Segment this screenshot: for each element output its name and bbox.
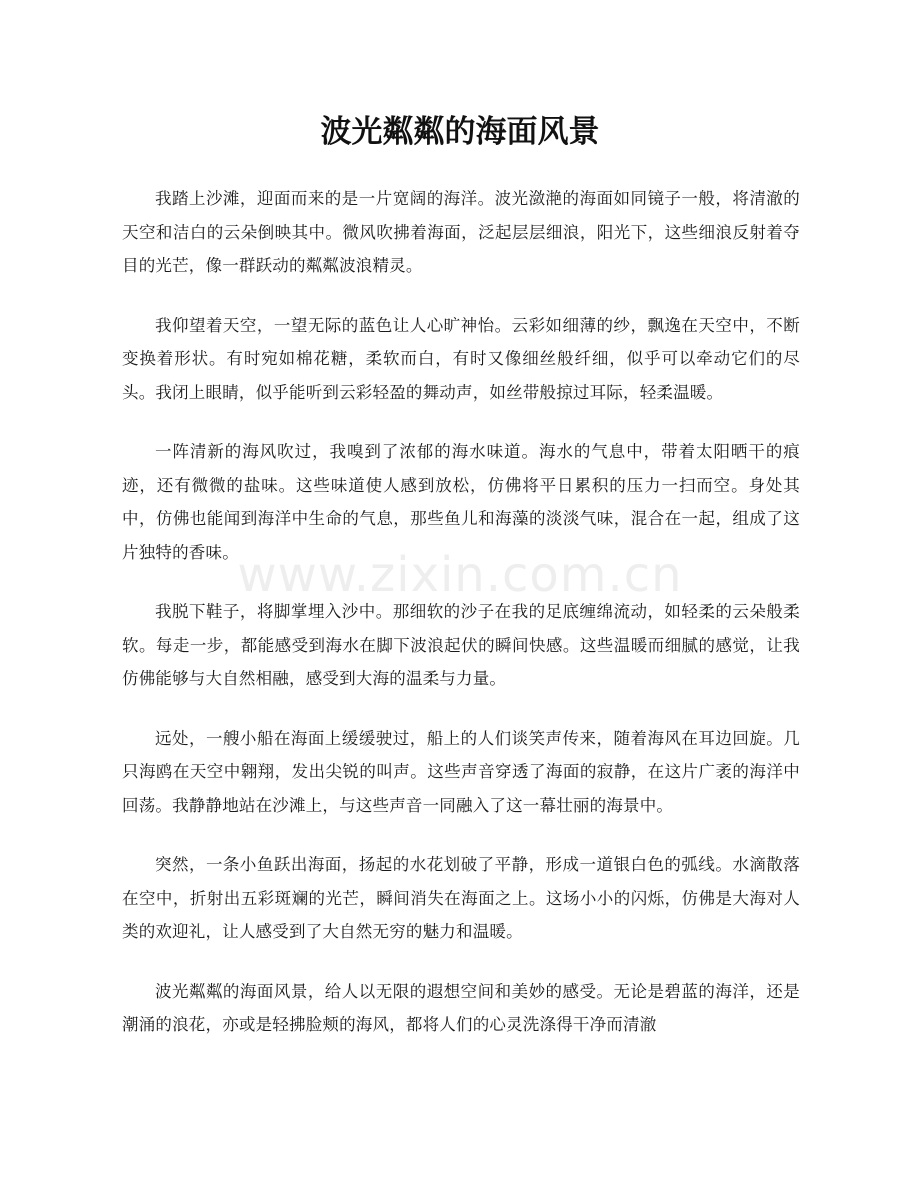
paragraph-2: 我仰望着天空，一望无际的蓝色让人心旷神怡。云彩如细薄的纱，飘逸在天空中，不断变换着形状。有时宛如棉花糖，柔软而白，有时又像细丝般纤细，似乎可以牵动它们的尽头。我闭上眼睛，似乎能听到云彩轻盈的舞动声，如丝带般掠过耳际，轻柔温暖。 [122,315,800,402]
paragraph-5: 远处，一艘小船在海面上缓缓驶过，船上的人们谈笑声传来，随着海风在耳边回旋。几只海鸥在天空中翱翔，发出尖锐的叫声。这些声音穿透了海面的寂静，在这片广袤的海洋中回荡。我静静地站在沙滩上，与这些声音一同融入了这一幕壮丽的海景中。 [122,728,800,815]
page-title: 波光粼粼的海面风景 [320,114,600,150]
paragraph-4: 我脱下鞋子，将脚掌埋入沙中。那细软的沙子在我的足底缠绵流动，如轻柔的云朵般柔软。每走一步，都能感受到海水在脚下波浪起伏的瞬间快感。这些温暖而细腻的感觉，让我仿佛能够与大自然相融，感受到大海的温柔与力量。 [122,602,800,688]
paragraph-1: 我踏上沙滩，迎面而来的是一片宽阔的海洋。波光潋滟的海面如同镜子一般，将清澈的天空和洁白的云朵倒映其中。微风吹拂着海面，泛起层层细浪，阳光下，这些细浪反射着夺目的光芒，像一群跃动的粼粼波浪精灵。 [122,189,800,275]
paragraph-3: 一阵清新的海风吹过，我嗅到了浓郁的海水味道。海水的气息中，带着太阳晒干的痕迹，还有微微的盐味。这些味道使人感到放松，仿佛将平日累积的压力一扫而空。身处其中，仿佛也能闻到海洋中生命的气息，那些鱼儿和海藻的淡淡气味，混合在一起，组成了这片独特的香味。 [122,442,800,562]
watermark: www.zixin.com.cn [237,547,683,603]
paragraph-6: 突然，一条小鱼跃出海面，扬起的水花划破了平静，形成一道银白色的弧线。水滴散落在空中，折射出五彩斑斓的光芒，瞬间消失在海面之上。这场小小的闪烁，仿佛是大海对人类的欢迎礼，让人感受到了大自然无穷的魅力和温暖。 [122,855,800,941]
paragraph-7: 波光粼粼的海面风景，给人以无限的遐想空间和美妙的感受。无论是碧蓝的海洋，还是潮涌的浪花，亦或是轻拂脸颊的海风，都将人们的心灵洗涤得干净而清澈 [122,981,800,1034]
article-body [122,182,800,1068]
